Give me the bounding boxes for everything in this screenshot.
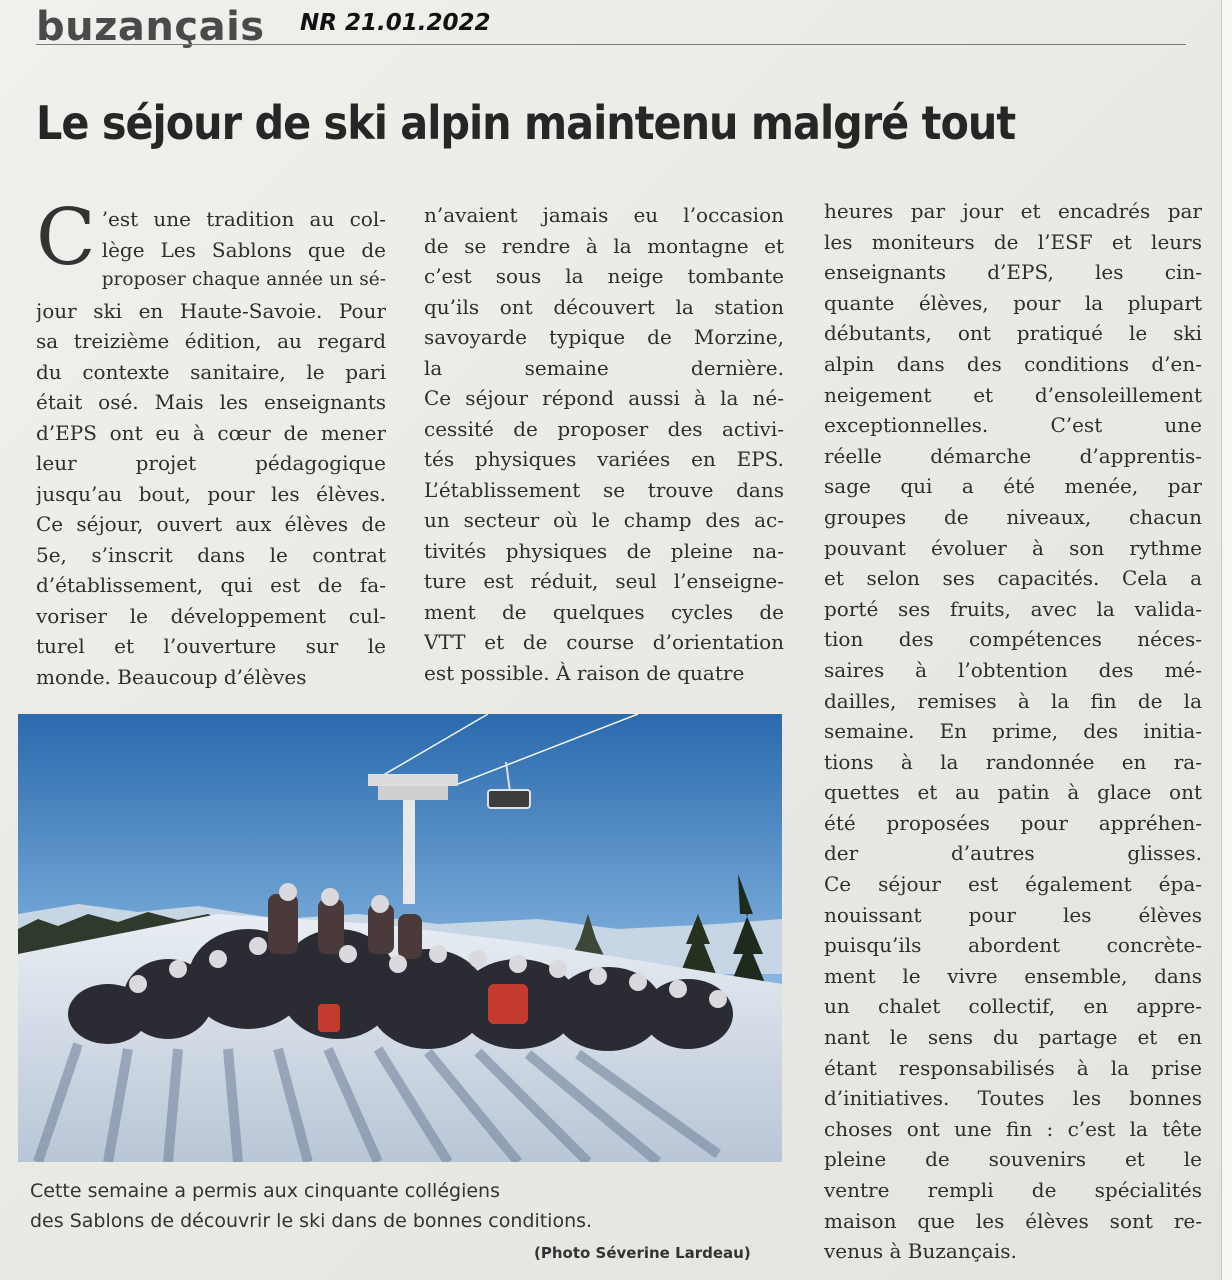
- text-line: ’est une tradition au col-: [101, 207, 386, 231]
- text-line: Ce séjour répond aussi à la né-: [424, 386, 784, 410]
- text-line: pleine de souvenirs et le: [824, 1147, 1202, 1172]
- text-line: lège Les Sablons que de: [101, 237, 386, 262]
- text-line: ture est réduit, seul l’enseigne-: [424, 569, 784, 593]
- text-line: der d’autres glisses.: [824, 841, 1202, 866]
- article-photo: [18, 714, 782, 1162]
- text-line: cessité de proposer des activi-: [424, 416, 784, 441]
- text-line: été proposées pour appréhen-: [824, 810, 1202, 835]
- text-line: étant responsabilisés à la prise: [824, 1055, 1202, 1080]
- text-line: de se rendre à la montagne et: [424, 233, 784, 258]
- edition-stamp: NR 21.01.2022: [300, 10, 491, 36]
- text-line: choses ont une fin : c’est la tête: [824, 1116, 1202, 1141]
- text-line: savoyarde typique de Morzine,: [424, 325, 784, 349]
- text-line: la semaine dernière.: [424, 355, 784, 380]
- text-line: pouvant évoluer à son rythme: [824, 535, 1202, 560]
- article-column-3: [824, 196, 1202, 1267]
- text-line: ment de quelques cycles de: [424, 599, 784, 624]
- text-line: sa treizième édition, au regard: [36, 329, 386, 353]
- text-line: leur projet pédagogique: [36, 451, 386, 475]
- text-line: maison que les élèves sont re-: [824, 1208, 1202, 1233]
- text-line: était osé. Mais les enseignants: [36, 390, 386, 414]
- text-line: saires à l’obtention des mé-: [824, 657, 1202, 682]
- text-line: nant le sens du partage et en: [824, 1025, 1202, 1050]
- text-line: et selon ses capacités. Cela a: [824, 566, 1202, 591]
- photo-caption: [30, 1176, 730, 1236]
- text-line: jour ski en Haute-Savoie. Pour: [36, 298, 386, 323]
- text-line: tion des compétences néces-: [824, 627, 1202, 652]
- page-edge: [1221, 0, 1232, 1280]
- header-rule: [36, 44, 1186, 45]
- text-line: ventre rempli de spécialités: [824, 1178, 1202, 1202]
- text-line: exceptionnelles. C’est une: [824, 413, 1202, 438]
- text-line: heures par jour et encadrés par: [824, 199, 1202, 223]
- text-line: d’EPS ont eu à cœur de mener: [36, 420, 386, 445]
- article-column-2: [424, 200, 784, 688]
- text-line: réelle démarche d’apprentis-: [824, 443, 1202, 468]
- text-line: neigement et d’ensoleillement: [824, 382, 1202, 407]
- article-column-1: [36, 193, 386, 692]
- text-line: est possible. À raison de quatre: [424, 660, 745, 685]
- drop-cap: C: [36, 193, 96, 283]
- text-line: dailles, remises à la fin de la: [824, 688, 1202, 713]
- text-line: alpin dans des conditions d’en-: [824, 351, 1202, 376]
- column-3-text: [824, 196, 1202, 1267]
- ski-group-photo: [18, 714, 782, 1162]
- text-line: tions à la randonnée en ra-: [824, 749, 1202, 774]
- text-line: les moniteurs de l’ESF et leurs: [824, 229, 1202, 254]
- text-line: un secteur où le champ des ac-: [424, 508, 784, 532]
- text-line: puisqu’ils abordent concrète-: [824, 933, 1202, 958]
- text-line: n’avaient jamais eu l’occasion: [424, 203, 784, 227]
- text-line: quante élèves, pour la plupart: [824, 290, 1202, 315]
- text-line: ment le vivre ensemble, dans: [824, 963, 1202, 988]
- text-line: enseignants d’EPS, les cin-: [824, 260, 1202, 285]
- text-line: Ce séjour, ouvert aux élèves de: [36, 512, 386, 536]
- text-line: venus à Buzançais.: [824, 1239, 1017, 1264]
- column-2-text: [424, 200, 784, 688]
- text-line: du contexte sanitaire, le pari: [36, 359, 386, 384]
- text-line: semaine. En prime, des initia-: [824, 719, 1202, 744]
- text-line: proposer chaque année un sé-: [101, 269, 386, 290]
- photo-credit: (Photo Séverine Lardeau): [534, 1244, 751, 1262]
- text-line: porté ses fruits, avec la valida-: [824, 596, 1202, 621]
- text-line: qu’ils ont découvert la station: [424, 294, 784, 319]
- text-line: tés physiques variées en EPS.: [424, 447, 784, 471]
- text-line: groupes de niveaux, chacun: [824, 504, 1202, 529]
- text-line: quettes et au patin à glace ont: [824, 780, 1202, 805]
- text-line: turel et l’ouverture sur le: [36, 634, 386, 658]
- text-line: L’établissement se trouve dans: [424, 477, 784, 502]
- text-line: jusqu’au bout, pour les élèves.: [36, 481, 386, 506]
- text-line: d’établissement, qui est de fa-: [36, 573, 386, 597]
- caption-line-2: des Sablons de découvrir le ski dans de bonnes conditions.: [30, 1210, 593, 1232]
- text-line: monde. Beaucoup d’élèves: [36, 664, 307, 689]
- text-line: un chalet collectif, en appre-: [824, 994, 1202, 1019]
- text-line: voriser le développement cul-: [36, 603, 386, 628]
- section-name: buzançais: [36, 4, 265, 50]
- text-line: 5e, s’inscrit dans le contrat: [36, 542, 386, 567]
- text-line: VTT et de course d’orientation: [424, 630, 784, 654]
- article-headline: Le séjour de ski alpin maintenu malgré tout: [36, 96, 1016, 150]
- text-line: d’initiatives. Toutes les bonnes: [824, 1086, 1202, 1111]
- text-line: c’est sous la neige tombante: [424, 264, 784, 288]
- text-line: tivités physiques de pleine na-: [424, 538, 784, 563]
- text-line: nouissant pour les élèves: [824, 902, 1202, 927]
- text-line: débutants, ont pratiqué le ski: [824, 321, 1202, 346]
- text-line: sage qui a été menée, par: [824, 474, 1202, 499]
- caption-line-1: Cette semaine a permis aux cinquante collégiens: [30, 1180, 500, 1202]
- text-line: Ce séjour est également épa-: [824, 872, 1202, 897]
